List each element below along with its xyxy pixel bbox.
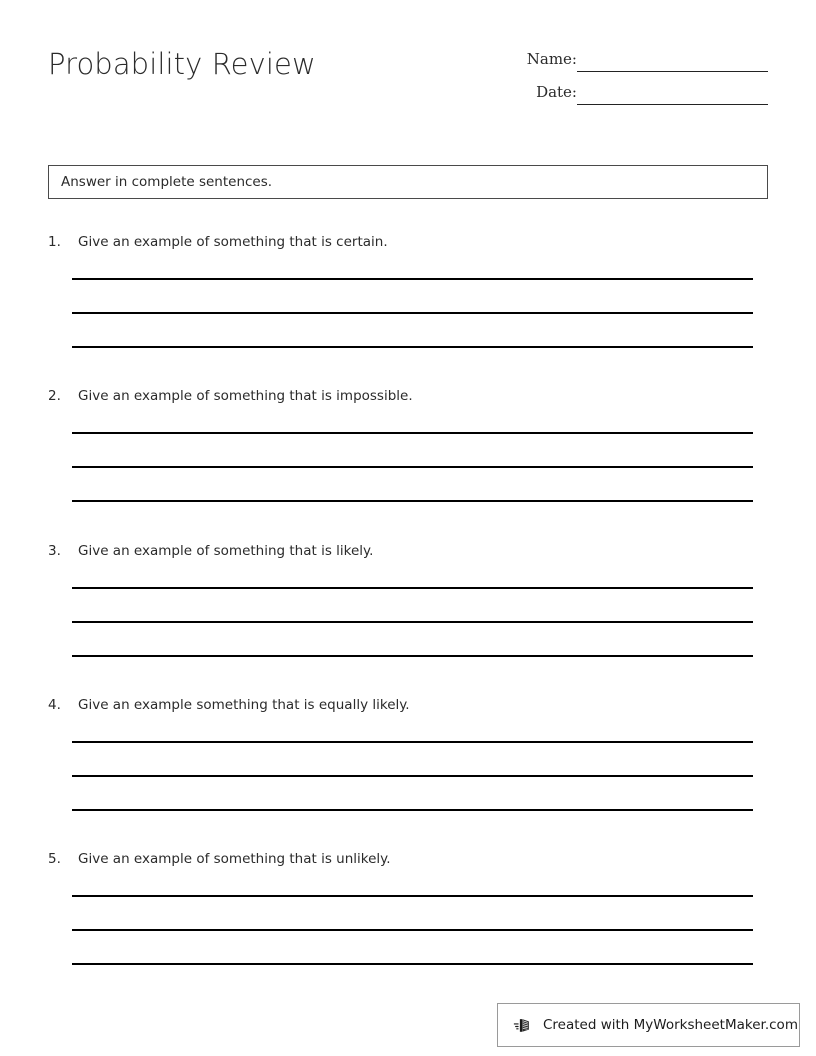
answer-line[interactable] (72, 621, 753, 623)
question-text: Give an example of something that is certain. (78, 234, 388, 250)
answer-line[interactable] (72, 809, 753, 811)
question-text: Give an example something that is equally likely. (78, 697, 410, 713)
answer-line[interactable] (72, 741, 753, 743)
answer-line[interactable] (72, 963, 753, 965)
worksheet-header (0, 0, 816, 140)
question-text: Give an example of something that is impossible. (78, 388, 413, 404)
attribution-badge-content (512, 1004, 798, 1046)
answer-line[interactable] (72, 500, 753, 502)
question-text: Give an example of something that is unlikely. (78, 851, 391, 867)
attribution-text: Created with MyWorksheetMaker.com (543, 1017, 798, 1033)
instruction-box (48, 165, 768, 199)
attribution-badge[interactable] (497, 1003, 800, 1047)
name-date-fields (505, 48, 775, 114)
question-number: 4. (48, 697, 61, 713)
answer-line[interactable] (72, 587, 753, 589)
instruction-text: Answer in complete sentences. (61, 174, 273, 190)
name-field-label: Name: (526, 50, 577, 68)
question-number: 1. (48, 234, 61, 250)
question-number: 3. (48, 543, 61, 559)
question-number: 2. (48, 388, 61, 404)
date-field-row (505, 81, 775, 114)
question-number: 5. (48, 851, 61, 867)
answer-line[interactable] (72, 895, 753, 897)
name-field-row (505, 48, 775, 81)
answer-line[interactable] (72, 346, 753, 348)
answer-line[interactable] (72, 312, 753, 314)
question-text: Give an example of something that is likely. (78, 543, 374, 559)
date-field-label: Date: (536, 83, 577, 101)
answer-line[interactable] (72, 278, 753, 280)
page-title: Probability Review (48, 47, 316, 81)
answer-line[interactable] (72, 929, 753, 931)
answer-line[interactable] (72, 775, 753, 777)
answer-line[interactable] (72, 466, 753, 468)
date-field-input[interactable] (577, 104, 768, 105)
name-field-input[interactable] (577, 71, 768, 72)
worksheet-maker-logo-icon (512, 1014, 534, 1036)
answer-line[interactable] (72, 655, 753, 657)
answer-line[interactable] (72, 432, 753, 434)
